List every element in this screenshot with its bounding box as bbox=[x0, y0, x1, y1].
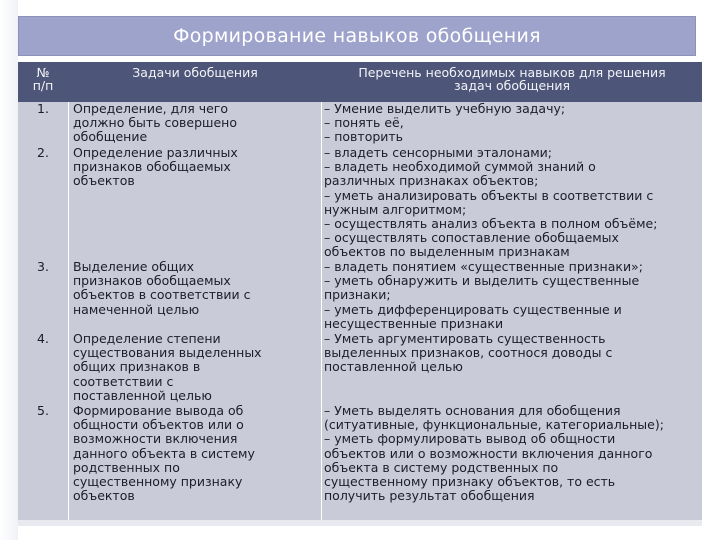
slide-title: Формирование навыков обобщения bbox=[173, 25, 541, 47]
task-line: возможности включения bbox=[73, 431, 238, 447]
skill-line: различных признаках объектов; bbox=[324, 173, 539, 189]
row-number: 4. bbox=[37, 331, 49, 346]
task-line: Определение, для чего bbox=[73, 101, 228, 116]
row-skills bbox=[324, 146, 700, 260]
skill-line: – понять её, bbox=[324, 115, 404, 131]
slide-left-band bbox=[0, 0, 18, 540]
row-task bbox=[73, 404, 319, 503]
skill-line: – уметь анализировать объекты в соответствии с bbox=[324, 187, 654, 203]
task-line: общих признаков в bbox=[73, 359, 201, 375]
header-number-line: № bbox=[36, 65, 50, 80]
task-line: Определение степени bbox=[73, 331, 221, 346]
task-line: общности объектов или о bbox=[73, 417, 244, 433]
table-header bbox=[18, 62, 702, 102]
skill-line: – Уметь аргументировать существенность bbox=[324, 331, 606, 346]
skill-line: признаки; bbox=[324, 287, 391, 303]
row-task bbox=[73, 146, 319, 189]
skill-line: выделенных признаков, соотнося доводы с bbox=[324, 345, 613, 361]
skill-line: существенному признаку объектов, то есть bbox=[324, 474, 616, 490]
row-number: 5. bbox=[37, 403, 49, 418]
row-number: 1. bbox=[37, 101, 49, 116]
skill-line: – осуществлять сопоставление обобщаемых bbox=[324, 230, 619, 246]
row-skills bbox=[324, 332, 700, 375]
task-line: объектов в соответствии с bbox=[73, 287, 251, 303]
task-line: обобщение bbox=[73, 129, 148, 145]
header-tasks bbox=[68, 66, 322, 79]
skill-line: – владеть сенсорными эталонами; bbox=[324, 145, 552, 160]
row-task bbox=[73, 260, 319, 317]
skill-line: – Умение выделить учебную задачу; bbox=[324, 101, 566, 116]
slide-title-bar bbox=[18, 16, 696, 56]
task-line: поставленной целью bbox=[73, 387, 212, 403]
task-line: признаков обобщаемых bbox=[73, 273, 231, 289]
row-task bbox=[73, 102, 319, 145]
task-line: Выделение общих bbox=[73, 259, 195, 274]
row-skills bbox=[324, 102, 700, 145]
task-line: намеченной целью bbox=[73, 301, 200, 317]
header-skills bbox=[322, 66, 702, 92]
task-line: данного объекта в систему bbox=[73, 445, 255, 461]
task-line: должно быть совершено bbox=[73, 115, 237, 131]
skill-line: – повторить bbox=[324, 129, 404, 145]
header-skills-line: Перечень необходимых навыков для решения bbox=[358, 65, 666, 80]
row-skills bbox=[324, 260, 700, 331]
task-line: признаков обобщаемых bbox=[73, 159, 231, 175]
row-task bbox=[73, 332, 319, 403]
header-number bbox=[18, 66, 68, 92]
skill-line: – уметь дифференцировать существенные и bbox=[324, 301, 622, 317]
skill-line: – уметь обнаружить и выделить существенные bbox=[324, 273, 640, 289]
header-skills-line: задач обобщения bbox=[454, 78, 570, 93]
task-line: соответствии с bbox=[73, 373, 174, 389]
skill-line: объектов или о возможности включения данного bbox=[324, 445, 653, 461]
header-number-line: п/п bbox=[32, 78, 54, 93]
task-line: существенному признаку bbox=[73, 474, 243, 490]
task-line: Формирование вывода об bbox=[73, 403, 244, 418]
skill-line: – уметь формулировать вывод об общности bbox=[324, 431, 616, 447]
skill-line: объектов по выделенным признакам bbox=[324, 244, 570, 260]
skill-line: – владеть необходимой суммой знаний о bbox=[324, 159, 596, 175]
task-line: объектов bbox=[73, 173, 135, 189]
skill-line: нужным алгоритмом; bbox=[324, 201, 467, 217]
row-skills bbox=[324, 404, 700, 503]
table-bottom-strip bbox=[18, 520, 702, 526]
task-line: объектов bbox=[73, 488, 135, 504]
task-line: существования выделенных bbox=[73, 345, 262, 361]
row-number: 2. bbox=[37, 145, 49, 160]
table-body bbox=[18, 102, 702, 520]
skill-line: (ситуативные, функциональные, категориальные); bbox=[324, 417, 664, 433]
row-number: 3. bbox=[37, 259, 49, 274]
skill-line: – осуществлять анализ объекта в полном объёме; bbox=[324, 216, 658, 232]
skill-line: несущественные признаки bbox=[324, 315, 504, 331]
skill-line: – владеть понятием «существенные признаки»; bbox=[324, 259, 643, 274]
skill-line: объекта в систему родственных по bbox=[324, 459, 559, 475]
header-tasks-line: Задачи обобщения bbox=[132, 65, 258, 80]
skill-line: получить результат обобщения bbox=[324, 488, 535, 504]
column-divider bbox=[321, 102, 322, 520]
column-divider bbox=[68, 102, 69, 520]
task-line: родственных по bbox=[73, 459, 180, 475]
skill-line: поставленной целью bbox=[324, 359, 463, 375]
skill-line: – Уметь выделять основания для обобщения bbox=[324, 403, 621, 418]
task-line: Определение различных bbox=[73, 145, 238, 160]
